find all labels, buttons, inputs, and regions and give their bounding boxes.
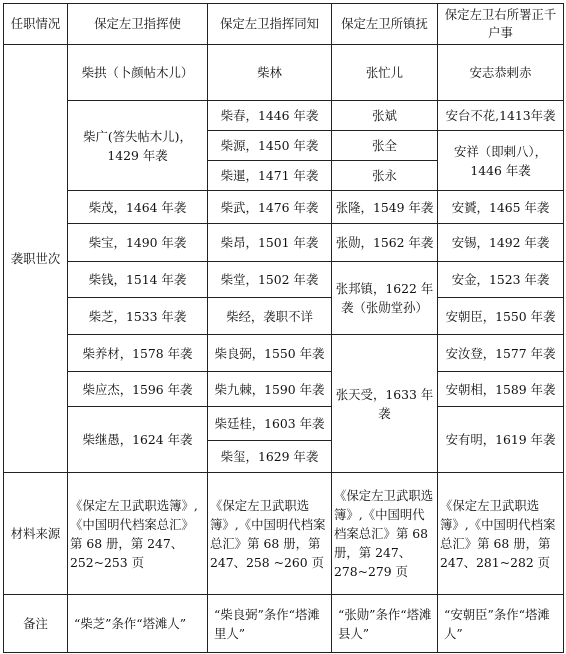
note-cell: “柴芝”条作“塔滩人” — [68, 595, 208, 653]
table-cell: 张天受，1633 年袭 — [332, 335, 438, 473]
note-cell: “张勋”条作“塔滩县人” — [332, 595, 438, 653]
table-cell: 柴宝，1490 年袭 — [68, 224, 208, 262]
table-cell: 柴春，1446 年袭 — [208, 101, 332, 131]
table-cell: 柴林 — [208, 45, 332, 101]
note-cell: “安朝臣”条作“塔滩人” — [438, 595, 564, 653]
table-cell: 张忙儿 — [332, 45, 438, 101]
table-cell: 安朝相，1589 年袭 — [438, 372, 564, 407]
table-cell: 张勋，1562 年袭 — [332, 224, 438, 262]
row-label-sources: 材料来源 — [4, 473, 68, 595]
table-cell: 安朝臣，1550 年袭 — [438, 298, 564, 335]
table-cell: 柴玺，1629 年袭 — [208, 441, 332, 473]
header-commander: 保定左卫指挥使 — [68, 4, 208, 45]
table-cell: 柴拱（卜颜帖木儿） — [68, 45, 208, 101]
table-cell: 张永 — [332, 161, 438, 191]
table-cell: 柴暹，1471 年袭 — [208, 161, 332, 191]
table-cell: 安金，1523 年袭 — [438, 262, 564, 298]
header-garrison-judge: 保定左卫所镇抚 — [332, 4, 438, 45]
table-cell: 安志恭剌赤 — [438, 45, 564, 101]
table-cell: 柴广(答失帖木儿)，1429 年袭 — [68, 101, 208, 191]
table-cell: 安祥（即剌八），1446 年袭 — [438, 131, 564, 191]
table-cell: 柴芝，1533 年袭 — [68, 298, 208, 335]
note-cell: “柴良弼”条作“塔滩里人” — [208, 595, 332, 653]
table-cell: 安贇，1465 年袭 — [438, 191, 564, 224]
source-cell: 《保定左卫武职选簿》,《中国明代档案总汇》第 68 册，第 247、252~253 页 — [68, 473, 208, 595]
table-cell: 安有明，1619 年袭 — [438, 407, 564, 473]
row-label-notes: 备注 — [4, 595, 68, 653]
header-position-status: 任职情况 — [4, 4, 68, 45]
table-cell: 柴养材，1578 年袭 — [68, 335, 208, 372]
table-cell: 安锡，1492 年袭 — [438, 224, 564, 262]
table-cell: 柴继愚，1624 年袭 — [68, 407, 208, 473]
table-cell: 柴昂，1501 年袭 — [208, 224, 332, 262]
table-cell: 柴廷桂，1603 年袭 — [208, 407, 332, 441]
succession-table-container — [3, 3, 564, 653]
table-cell: 张全 — [332, 131, 438, 161]
table-cell: 张隆，1549 年袭 — [332, 191, 438, 224]
table-cell: 柴良弼，1550 年袭 — [208, 335, 332, 372]
table-cell: 柴堂，1502 年袭 — [208, 262, 332, 298]
table-cell: 安台不花,1413年袭 — [438, 101, 564, 131]
source-cell: 《保定左卫武职选簿》,《中国明代档案总汇》第 68 册，第 247、278~279 页 — [332, 473, 438, 595]
table-cell: 柴茂，1464 年袭 — [68, 191, 208, 224]
table-cell: 张斌 — [332, 101, 438, 131]
table-cell: 柴源，1450 年袭 — [208, 131, 332, 161]
header-acting-chiliarch: 保定左卫右所署正千户事 — [438, 4, 564, 45]
table-cell: 柴钱，1514 年袭 — [68, 262, 208, 298]
table-cell: 柴武，1476 年袭 — [208, 191, 332, 224]
succession-table — [3, 3, 564, 653]
table-cell: 柴应杰，1596 年袭 — [68, 372, 208, 407]
table-cell: 张邦镇，1622 年袭（张勋堂孙） — [332, 262, 438, 335]
row-label-succession: 袭职世次 — [4, 45, 68, 473]
table-cell: 柴九棘，1590 年袭 — [208, 372, 332, 407]
table-cell: 柴经，袭职不详 — [208, 298, 332, 335]
header-vice-commander: 保定左卫指挥同知 — [208, 4, 332, 45]
source-cell: 《保定左卫武职选簿》,《中国明代档案总汇》第 68 册，第 247、281~282 页 — [438, 473, 564, 595]
source-cell: 《保定左卫武职选簿》,《中国明代档案总汇》第 68 册，第 247、258 ~260 页 — [208, 473, 332, 595]
table-cell: 安汝登，1577 年袭 — [438, 335, 564, 372]
